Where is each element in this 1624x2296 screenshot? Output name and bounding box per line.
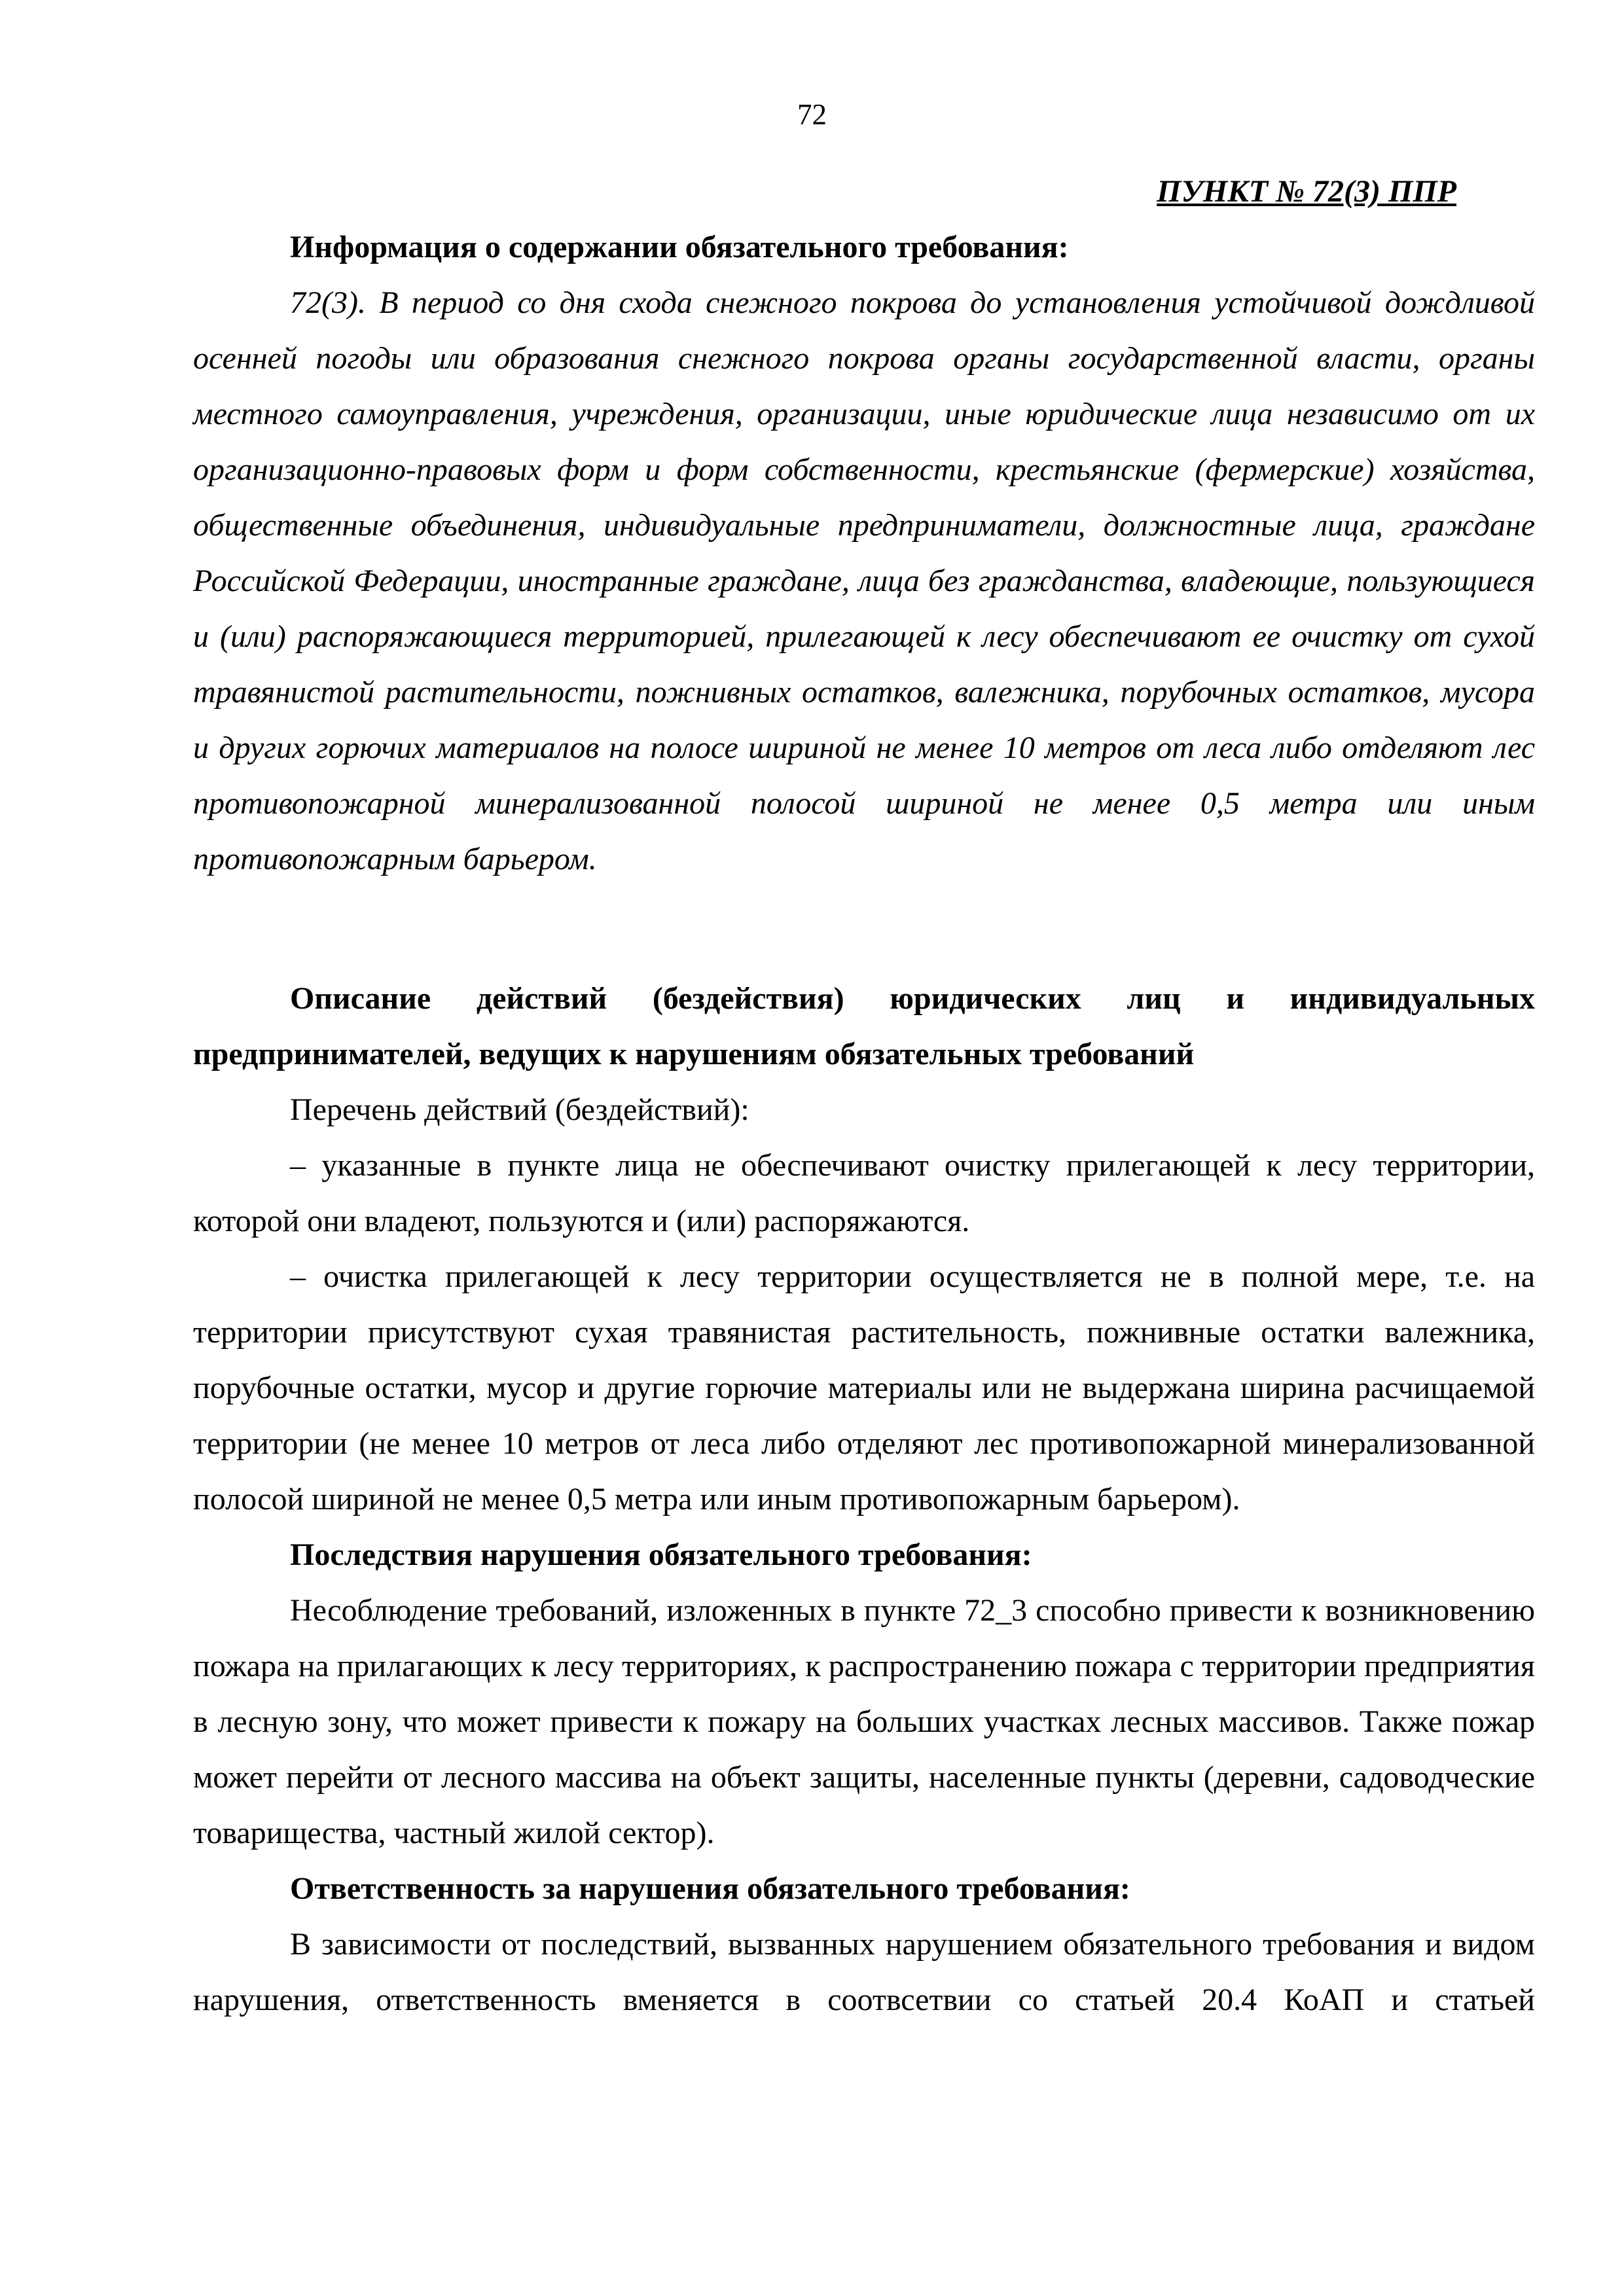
responsibility-heading: Ответственность за нарушения обязательного требования: — [290, 1871, 1130, 1906]
actions-list-item: – очистка прилегающей к лесу территории осуществляется не в полной мере, т.е. на территории присутствуют сухая травянистая растительность, пожнивные остатки валежника, порубочные остатки, мусор и другие горючие материалы или не выдержана ширина расчищаемой территории (не менее 10 метров от леса либо отделяют лес противопожарной минерализованной полосой шириной не менее 0,5 метра или иным противопожарным барьером). — [193, 1259, 1535, 1516]
document-body — [193, 164, 1535, 2028]
actions-list-item: – указанные в пункте лица не обеспечивают очистку прилегающей к лесу территории, которой они владеют, пользуются и (или) распоряжаются. — [193, 1148, 1535, 1238]
consequences-heading: Последствия нарушения обязательного требования: — [290, 1537, 1032, 1572]
requirement-text: 72(3). В период со дня схода снежного покрова до установления устойчивой дождливой осенней погоды или образования снежного покрова органы государственной власти, органы местного самоуправления, учреждения, организации, иные юридические лица независимо от их организационно-правовых форм и форм собственности, крестьянские (фермерские) хозяйства, общественные объединения, индивидуальные предприниматели, должностные лица, граждане Российской Федерации, иностранные граждане, лица без гражданства, владеющие, пользующиеся и (или) распоряжающиеся территорией, прилегающей к лесу обеспечивают ее очистку от сухой травянистой растительности, пожнивных остатков, валежника, порубочных остатков, мусора и других горючих материалов на полосе шириной не менее 10 метров от леса либо отделяют лес противопожарной минерализованной полосой шириной не менее 0,5 метра или иным противопожарным барьером. — [193, 285, 1535, 876]
actions-list-intro: Перечень действий (бездействий): — [290, 1092, 749, 1127]
responsibility-text: В зависимости от последствий, вызванных нарушением обязательного требования и видом нарушения, ответственность вменяется в соотвсетвии со статьей 20.4 КоАП и статьей — [193, 1927, 1535, 2017]
info-heading: Информация о содержании обязательного требования: — [290, 230, 1069, 264]
section-spacer — [193, 887, 1535, 971]
consequences-text: Несоблюдение требований, изложенных в пункте 72_3 способно привести к возникновению пожара на прилагающих к лесу территориях, к распространению пожара с территории предприятия в лесную зону, что может привести к пожару на больших участках лесных массивов. Также пожар может перейти от лесного массива на объект защиты, населенные пункты (деревни, садоводческие товарищества, частный жилой сектор). — [193, 1593, 1535, 1850]
page-number: 72 — [797, 98, 827, 131]
actions-heading: Описание действий (бездействия) юридических лиц и индивидуальных предпринимателей, ведущих к нарушениям обязательных требований — [193, 981, 1535, 1071]
section-title: ПУНКТ № 72(3) ППР — [1157, 174, 1456, 209]
